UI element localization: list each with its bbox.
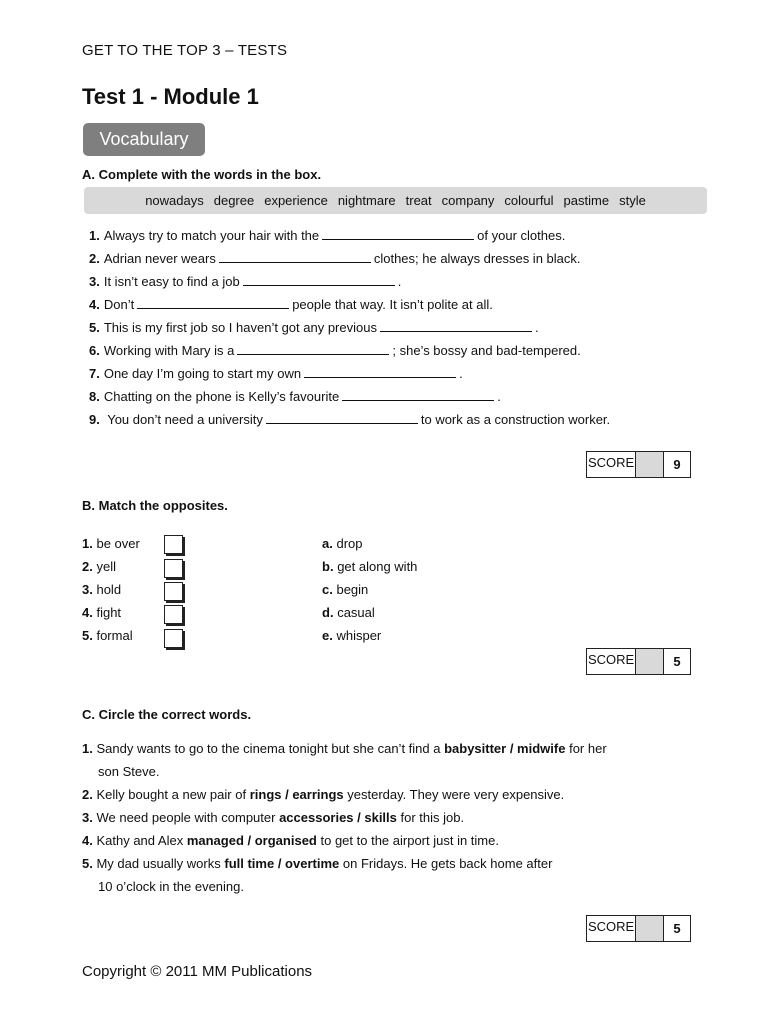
match-right-e: e. whisper — [322, 628, 382, 643]
answer-blank[interactable] — [237, 343, 389, 355]
word-choice[interactable]: rings / earrings — [249, 787, 344, 802]
section-c-heading: C. Circle the correct words. — [82, 707, 252, 722]
match-left-3: 3. hold — [82, 582, 122, 597]
section-tab-vocabulary: Vocabulary — [83, 123, 205, 156]
score-input[interactable] — [636, 916, 664, 941]
book-header: GET TO THE TOP 3 – TESTS — [82, 42, 288, 59]
match-right-a: a. drop — [322, 536, 363, 551]
score-box-b — [586, 648, 691, 675]
sentence-a-8: 8. Chatting on the phone is Kelly’s favourite . — [89, 389, 501, 404]
word-choice[interactable]: accessories / skills — [279, 810, 397, 825]
answer-blank[interactable] — [219, 251, 371, 263]
word-choice[interactable]: full time / overtime — [224, 856, 340, 871]
sentence-a-1: 1. Always try to match your hair with the of your clothes. — [89, 228, 566, 243]
answer-blank[interactable] — [380, 320, 532, 332]
score-input[interactable] — [636, 649, 664, 674]
word-choice[interactable]: babysitter / midwife — [444, 741, 566, 756]
word-box-item: company — [441, 193, 495, 208]
answer-blank[interactable] — [342, 389, 494, 401]
section-a-heading: A. Complete with the words in the box. — [82, 167, 322, 182]
match-answer-box[interactable] — [164, 582, 183, 601]
word-box-item: degree — [213, 193, 255, 208]
score-label: SCORE — [587, 452, 636, 477]
score-max: 5 — [673, 654, 681, 669]
word-box-item: treat — [405, 193, 432, 208]
score-max: 9 — [673, 457, 681, 472]
sentence-c-2: 2. Kelly bought a new pair of rings / earrings yesterday. They were very expensive. — [82, 787, 565, 802]
match-answer-box[interactable] — [164, 605, 183, 624]
score-box-a — [586, 451, 691, 478]
match-left-2: 2. yell — [82, 559, 116, 574]
sentence-a-4: 4. Don’t people that way. It isn’t polite at all. — [89, 297, 493, 312]
match-right-c: c. begin — [322, 582, 369, 597]
sentence-a-2: 2. Adrian never wears clothes; he always dresses in black. — [89, 251, 581, 266]
answer-blank[interactable] — [243, 274, 395, 286]
answer-blank[interactable] — [304, 366, 456, 378]
match-answer-box[interactable] — [164, 559, 183, 578]
sentence-c-1-cont: son Steve. — [98, 764, 160, 779]
page-title: Test 1 - Module 1 — [82, 84, 259, 109]
sentence-a-7: 7. One day I’m going to start my own . — [89, 366, 463, 381]
match-left-4: 4. fight — [82, 605, 122, 620]
sentence-a-6: 6. Working with Mary is a ; she’s bossy and bad-tempered. — [89, 343, 581, 358]
answer-blank[interactable] — [137, 297, 289, 309]
word-box-item: nightmare — [337, 193, 396, 208]
score-max: 5 — [673, 921, 681, 936]
word-box-item: style — [619, 193, 646, 208]
sentence-c-5: 5. My dad usually works full time / overtime on Fridays. He gets back home after — [82, 856, 553, 871]
match-left-1: 1. be over — [82, 536, 140, 551]
match-left-5: 5. formal — [82, 628, 133, 643]
sentence-a-3: 3. It isn’t easy to find a job . — [89, 274, 402, 289]
word-box-item: nowadays — [145, 193, 204, 208]
sentence-c-3: 3. We need people with computer accessories / skills for this job. — [82, 810, 465, 825]
copyright-footer: Copyright © 2011 MM Publications — [82, 963, 313, 980]
word-box — [84, 187, 707, 214]
score-input[interactable] — [636, 452, 664, 477]
section-b-heading: B. Match the opposites. — [82, 498, 228, 513]
answer-blank[interactable] — [266, 412, 418, 424]
match-right-d: d. casual — [322, 605, 375, 620]
match-right-b: b. get along with — [322, 559, 418, 574]
word-choice[interactable]: managed / organised — [186, 833, 317, 848]
word-box-item: pastime — [563, 193, 610, 208]
score-label: SCORE — [587, 649, 636, 674]
sentence-c-1: 1. Sandy wants to go to the cinema tonight but she can’t find a babysitter / midwife for her — [82, 741, 607, 756]
answer-blank[interactable] — [322, 228, 474, 240]
match-answer-box[interactable] — [164, 535, 183, 554]
score-box-c — [586, 915, 691, 942]
sentence-a-9: 9. You don’t need a university to work as a construction worker. — [89, 412, 611, 427]
word-box-item: experience — [264, 193, 328, 208]
word-box-item: colourful — [504, 193, 554, 208]
sentence-a-5: 5. This is my first job so I haven’t got any previous . — [89, 320, 539, 335]
sentence-c-5-cont: 10 o’clock in the evening. — [98, 879, 244, 894]
match-answer-box[interactable] — [164, 629, 183, 648]
sentence-c-4: 4. Kathy and Alex managed / organised to get to the airport just in time. — [82, 833, 499, 848]
score-label: SCORE — [587, 916, 636, 941]
